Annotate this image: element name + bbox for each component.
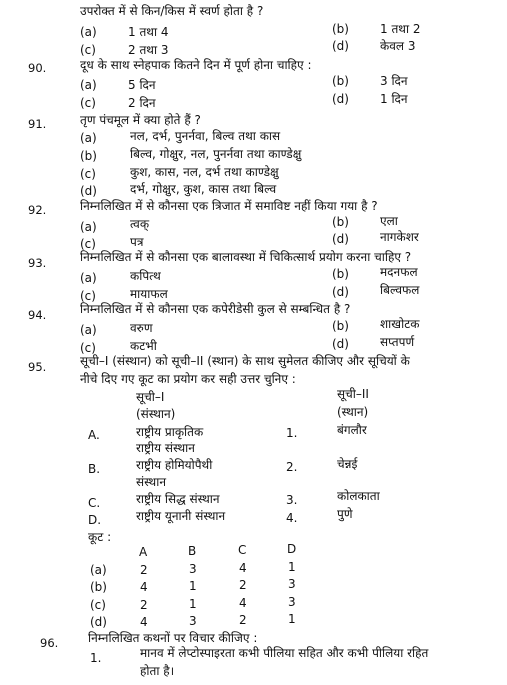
q89-option-a-label: (a) [80, 25, 97, 39]
q90-option-d: 1 दिन [380, 92, 408, 106]
list1-item-c-line1: राष्ट्रीय सिद्ध संस्थान [136, 492, 220, 506]
q92-option-d-label: (d) [332, 232, 349, 246]
q95-stem-line2: नीचे दिए गए कूट का प्रयोग कर सही उत्तर चुनिए : [80, 372, 296, 386]
list1-item-b-line2: संस्थान [136, 475, 166, 489]
q90-option-c: 2 दिन [128, 96, 156, 110]
q95-number: 95. [28, 360, 47, 374]
q91-stem: तृण पंचमूल में क्या होते हैं ? [80, 113, 201, 127]
list2-item-4-key: 4. [286, 511, 298, 525]
q92-option-a: त्वक् [130, 217, 150, 231]
code-label: कूट : [88, 530, 112, 544]
code-row-c-label: (c) [90, 598, 106, 612]
q94-option-a-label: (a) [80, 323, 97, 337]
list2-item-1: बंगलौर [337, 423, 367, 437]
q93-stem: निम्नलिखित में से कौनसा एक बालावस्था में चिकित्सार्थ प्रयोग करना चाहिए ? [80, 250, 412, 264]
q90-option-b-label: (b) [332, 74, 349, 88]
q92-option-a-label: (a) [80, 220, 97, 234]
code-header-b: B [188, 544, 197, 558]
q94-stem: निम्नलिखित में से कौनसा एक कपेरीडेसी कुल से सम्बन्धित है ? [80, 302, 351, 316]
q92-option-d: नागकेशर [380, 230, 419, 244]
q89-option-a: 1 तथा 4 [128, 25, 169, 39]
code-row-b-value: 4 [140, 580, 148, 594]
q90-option-a-label: (a) [80, 78, 97, 92]
q94-number: 94. [28, 308, 47, 322]
code-row-d-value: 3 [189, 614, 197, 628]
list2-item-3-key: 3. [286, 493, 298, 507]
q89-option-d: केवल 3 [380, 39, 416, 53]
code-row-b-value: 2 [239, 578, 247, 592]
code-row-a-value: 4 [239, 561, 247, 575]
code-row-c-value: 1 [189, 597, 197, 611]
q93-option-a: कपित्थ [130, 269, 161, 283]
q93-option-b: मदनफल [380, 265, 418, 279]
q91-option-b-label: (b) [80, 149, 97, 163]
code-row-d-label: (d) [90, 615, 107, 629]
q94-option-d: सप्तपर्ण [380, 335, 415, 349]
q95-stem-line1: सूची–I (संस्थान) को सूची–II (स्थान) के साथ सुमेलत कीजिए और सूचियों के [80, 354, 410, 368]
q92-option-c-label: (c) [80, 237, 96, 251]
list2-item-2: चेन्नई [337, 457, 358, 471]
q90-option-d-label: (d) [332, 92, 349, 106]
code-row-a-label: (a) [90, 563, 107, 577]
list2-item-2-key: 2. [286, 460, 298, 474]
list2-item-4: पुणे [337, 507, 353, 521]
q92-option-b-label: (b) [332, 215, 349, 229]
list2-subheading: (स्थान) [337, 405, 369, 419]
list1-item-a-line2: राष्ट्रीय संस्थान [136, 441, 195, 455]
code-row-c-value: 2 [140, 598, 148, 612]
code-row-b-label: (b) [90, 580, 107, 594]
list1-item-d-line1: राष्ट्रीय यूनानी संस्थान [136, 509, 226, 523]
q91-option-b: बिल्व, गोक्षुर, नल, पुनर्नवा तथा काण्डेक्षु [130, 147, 302, 161]
q94-option-b-label: (b) [332, 319, 349, 333]
q96-stem: निम्नलिखित कथनों पर विचार कीजिए : [88, 631, 258, 645]
q96-statement-1-line2: होता है। [140, 664, 175, 678]
q90-option-b: 3 दिन [380, 74, 408, 88]
code-header-c: C [238, 543, 247, 557]
q93-option-c: मायाफल [130, 287, 168, 301]
q90-stem: दूध के साथ स्नेहपाक कितने दिन में पूर्ण होना चाहिए : [80, 58, 312, 72]
q91-option-d: दर्भ, गोक्षुर, कुश, कास तथा बिल्व [130, 182, 277, 196]
code-row-a-value: 3 [189, 562, 197, 576]
q94-option-c-label: (c) [80, 341, 96, 355]
q93-option-d: बिल्वफल [380, 283, 420, 297]
q91-option-c: कुश, कास, नल, दर्भ तथा काण्डेक्षु [130, 165, 279, 179]
q96-number: 96. [40, 636, 59, 650]
q89-option-b: 1 तथा 2 [380, 22, 421, 36]
q89-option-d-label: (d) [332, 39, 349, 53]
q91-option-d-label: (d) [80, 184, 97, 198]
code-row-d-value: 2 [239, 613, 247, 627]
q91-option-c-label: (c) [80, 167, 96, 181]
code-row-b-value: 3 [288, 577, 296, 591]
code-row-c-value: 4 [239, 596, 247, 610]
q91-number: 91. [28, 117, 47, 131]
list1-item-a-key: A. [88, 428, 100, 442]
list1-heading: सूची–I [136, 390, 165, 404]
list2-item-3: कोलकाता [337, 489, 380, 503]
q92-option-c: पत्र [130, 235, 144, 249]
q94-option-d-label: (d) [332, 337, 349, 351]
list1-item-b-line1: राष्ट्रीय होमियोपैथी [136, 458, 213, 472]
code-row-a-value: 2 [140, 563, 148, 577]
list1-subheading: (संस्थान) [136, 407, 176, 421]
q90-option-a: 5 दिन [128, 78, 156, 92]
q93-option-b-label: (b) [332, 267, 349, 281]
q90-number: 90. [28, 61, 47, 75]
q89-option-b-label: (b) [332, 22, 349, 36]
code-header-a: A [139, 545, 148, 559]
code-row-c-value: 3 [288, 595, 296, 609]
code-row-d-value: 1 [288, 612, 296, 626]
code-header-d: D [287, 542, 297, 556]
q91-option-a: नल, दर्भ, पुनर्नवा, बिल्व तथा कास [130, 129, 281, 143]
q96-statement-1-key: 1. [90, 651, 102, 665]
q93-number: 93. [28, 256, 47, 270]
q92-number: 92. [28, 203, 47, 217]
q93-option-c-label: (c) [80, 289, 96, 303]
q96-statement-1-line1: मानव में लेप्टोस्पाइरता कभी पीलिया सहित और कभी पीलिया रहित [140, 646, 429, 660]
list2-heading: सूची–II [337, 387, 369, 401]
list1-item-a-line1: राष्ट्रीय प्राकृतिक [136, 425, 204, 439]
q94-option-c: कटभी [130, 339, 157, 353]
q94-option-b: शाखोटक [380, 317, 420, 331]
q93-option-a-label: (a) [80, 271, 97, 285]
q91-option-a-label: (a) [80, 131, 97, 145]
q92-option-b: एला [380, 214, 398, 228]
q89-stem: उपरोक्त में से किन/किस में स्वर्ण होता है ? [80, 4, 264, 18]
code-row-b-value: 1 [189, 579, 197, 593]
list1-item-b-key: B. [88, 462, 101, 476]
code-row-d-value: 4 [140, 615, 148, 629]
q92-stem: निम्नलिखित में से कौनसा एक त्रिजात में समाविष्ट नहीं किया गया है ? [80, 199, 378, 213]
q93-option-d-label: (d) [332, 285, 349, 299]
code-row-a-value: 1 [288, 560, 296, 574]
list2-item-1-key: 1. [286, 426, 298, 440]
list1-item-c-key: C. [88, 496, 101, 510]
list1-item-d-key: D. [88, 513, 102, 527]
q89-option-c: 2 तथा 3 [128, 43, 169, 57]
q90-option-c-label: (c) [80, 96, 96, 110]
q89-option-c-label: (c) [80, 43, 96, 57]
q94-option-a: वरुण [130, 321, 153, 335]
